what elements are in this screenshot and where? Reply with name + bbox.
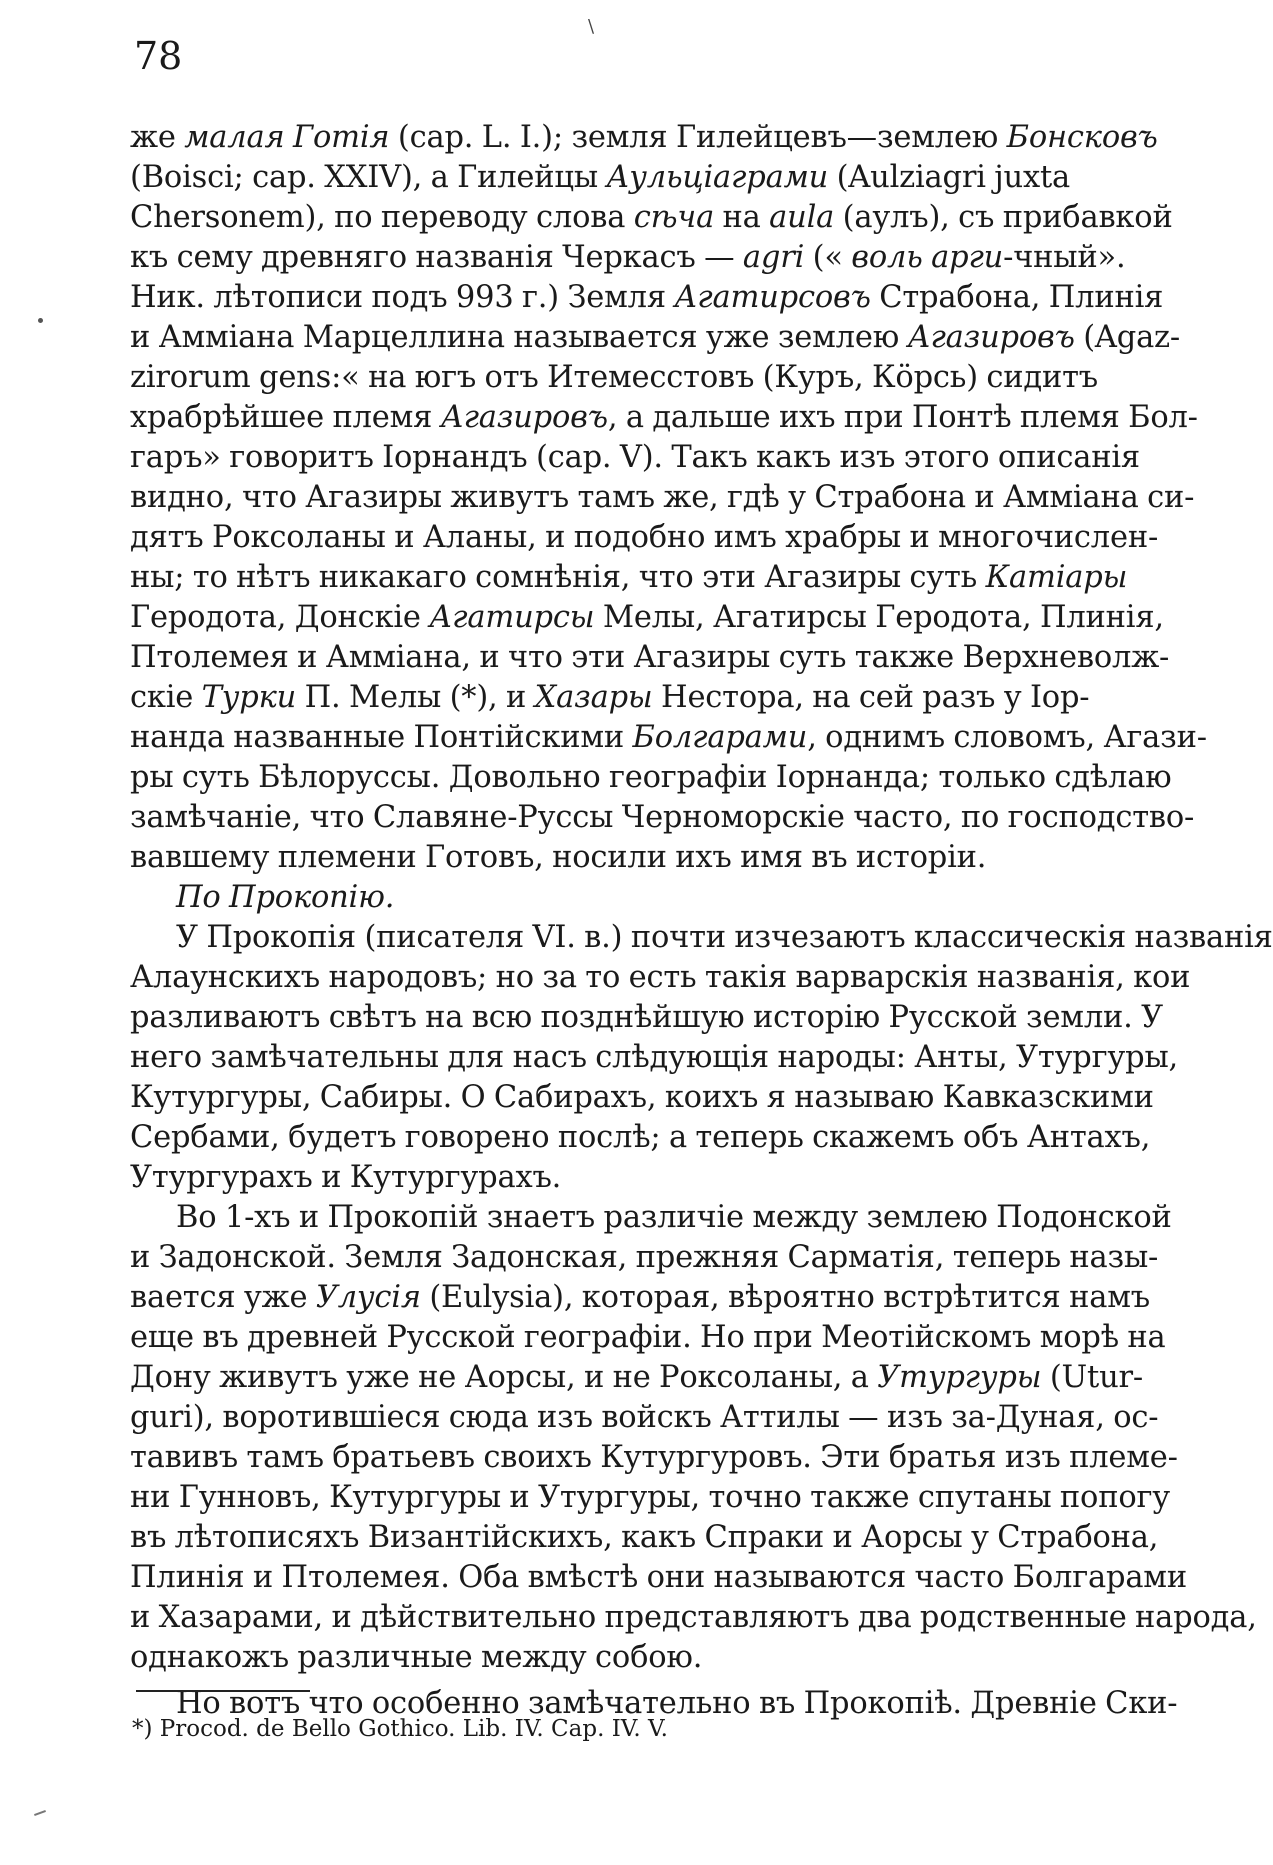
text-line: Chersonem), по переводу слова сѣча на aula (аулъ), съ прибавкой — [130, 200, 1173, 235]
text-line: вавшему племени Готовъ, носили ихъ имя въ исторіи. — [130, 840, 987, 875]
text-line: ры суть Бѣлоруссы. Довольно географіи Іорнанда; только сдѣлаю — [130, 760, 1172, 795]
text-line: ны; то нѣтъ никакаго сомнѣнія, что эти Агазиры суть Катіары — [130, 560, 1128, 595]
text-line: къ сему древняго названія Черкасъ — agri (« воль арги-чный». — [130, 240, 1126, 275]
text-line-final: Но вотъ что особенно замѣчательно въ Прокопіѣ. Древніе Ски- — [176, 1686, 1178, 1721]
text-line: еще въ древней Русской географіи. Но при Меотійскомъ морѣ на — [130, 1320, 1166, 1355]
text-line: гаръ» говоритъ Іорнандъ (cap. V). Такъ какъ изъ этого описанія — [130, 440, 1140, 475]
text-line: въ лѣтописяхъ Византійскихъ, какъ Спраки и Аорсы у Страбона, — [130, 1520, 1159, 1555]
text-line: guri), воротившіеся сюда изъ войскъ Аттилы — изъ за-Дуная, ос- — [130, 1400, 1159, 1435]
text-line: храбрѣйшее племя Агазировъ, а дальше ихъ при Понтѣ племя Бол- — [130, 400, 1198, 435]
text-line: Ник. лѣтописи подъ 993 г.) Земля Агатирсовъ Страбона, Плинія — [130, 280, 1164, 315]
text-line: Геродота, Донскіе Агатирсы Мелы, Агатирсы Геродота, Плинія, — [130, 600, 1164, 635]
text-line: же малая Готія (cap. L. I.); земля Гилейцевъ—землею Бонсковъ — [130, 120, 1158, 155]
text-line: Птолемея и Амміана, и что эти Агазиры суть также Верхневолж- — [130, 640, 1170, 675]
page-number: 78 — [134, 34, 183, 78]
text-line: Плинія и Птолемея. Оба вмѣстѣ они называются часто Болгарами — [130, 1560, 1187, 1595]
text-line: Сербами, будетъ говорено послѣ; а теперь скажемъ объ Антахъ, — [130, 1120, 1151, 1155]
text-line: однакожъ различные между собою. — [130, 1640, 703, 1675]
text-line: Во 1-хъ и Прокопій знаетъ различіе между землею Подонской — [176, 1200, 1172, 1235]
text-line: У Прокопія (писателя VI. в.) почти изчезаютъ классическія названія — [176, 920, 1273, 955]
header-mark: \ — [588, 16, 595, 37]
text-line: Кутургуры, Сабиры. О Сабирахъ, коихъ я называю Кавказскими — [130, 1080, 1154, 1115]
text-line: замѣчаніе, что Славяне-Руссы Черноморскіе часто, по господство- — [130, 800, 1195, 835]
text-line: скіе Турки П. Мелы (*), и Хазары Нестора, на сей разъ у Іор- — [130, 680, 1090, 715]
text-line: него замѣчательны для насъ слѣдующія народы: Анты, Утургуры, — [130, 1040, 1179, 1075]
margin-dot — [38, 318, 43, 323]
footnote-divider — [136, 1690, 310, 1692]
text-line: Дону живутъ уже не Аорсы, и не Роксоланы, а Утургуры (Utur- — [130, 1360, 1144, 1395]
paragraph-gotia — [130, 118, 1207, 878]
text-line: и Хазарами, и дѣйствительно представляютъ два родственные народа, — [130, 1600, 1257, 1635]
footnote: *) Procod. de Bello Gothico. Lib. IV. Cap. IV. V. — [132, 1716, 668, 1742]
text-line: вается уже Улусія (Eulysia), которая, вѣроятно встрѣтится намъ — [130, 1280, 1150, 1315]
text-line: (Boisci; cap. XXIV), а Гилейцы Аульціаграми (Aulziagri juxta — [130, 160, 1071, 195]
text-line: нанда названные Понтійскими Болгарами, однимъ словомъ, Агази- — [130, 720, 1207, 755]
text-line: дятъ Роксоланы и Аланы, и подобно имъ храбры и многочислен- — [130, 520, 1159, 555]
margin-tick — [34, 1810, 46, 1816]
section-heading-prokopiy: По Прокопію. — [176, 880, 395, 915]
text-line: тавивъ тамъ братьевъ своихъ Кутургуровъ. Эти братья изъ племе- — [130, 1440, 1178, 1475]
page-body — [130, 118, 1273, 1724]
paragraph-first-point — [130, 1198, 1257, 1678]
text-line: zirorum gens:« на югъ отъ Итемесстовъ (Куръ, Кӧрсь) сидитъ — [130, 360, 1098, 395]
paragraph-prokopiy — [130, 918, 1273, 1198]
text-line: Алаунскихъ народовъ; но за то есть такія варварскія названія, кои — [130, 960, 1191, 995]
text-line: и Амміана Марцеллина называется уже землею Агазировъ (Agaz- — [130, 320, 1181, 355]
text-line: разливаютъ свѣтъ на всю позднѣйшую исторію Русской земли. У — [130, 1000, 1163, 1035]
text-line: Утургурахъ и Кутургурахъ. — [130, 1160, 562, 1195]
text-line: ни Гунновъ, Кутургуры и Утургуры, точно также спутаны попогу — [130, 1480, 1171, 1515]
text-line: видно, что Агазиры живутъ тамъ же, гдѣ у Страбона и Амміана си- — [130, 480, 1195, 515]
text-line: и Задонской. Земля Задонская, прежняя Сарматія, теперь назы- — [130, 1240, 1159, 1275]
